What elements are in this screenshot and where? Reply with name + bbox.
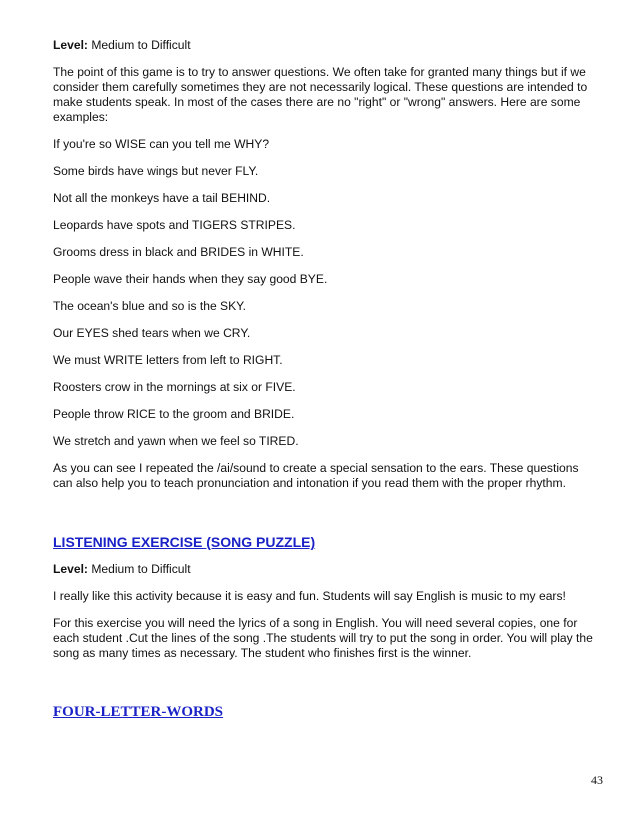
listening-paragraph-2: For this exercise you will need the lyrics of a song in English. You will need several copies, one for each student .Cut the lines of the song .The students will try to put the song in order. You will play the song as many times as necessary. The student who finishes first is the winner. xyxy=(53,616,593,660)
example-line: Leopards have spots and TIGERS STRIPES. xyxy=(53,218,296,232)
level-line xyxy=(53,38,601,53)
example-line: Our EYES shed tears when we CRY. xyxy=(53,326,251,340)
example-line: Not all the monkeys have a tail BEHIND. xyxy=(53,191,271,205)
example-line: People throw RICE to the groom and BRIDE. xyxy=(53,407,295,421)
page-number: 43 xyxy=(591,773,603,787)
intro-paragraph: The point of this game is to try to answer questions. We often take for granted many things but if we consider them carefully sometimes they are not necessarily logical. These questions are intended to make students speak. In most of the cases there are no "right" or "wrong" answers. Here are some examples: xyxy=(53,65,588,124)
document-page xyxy=(53,38,601,720)
level-line-2 xyxy=(53,562,601,577)
example-line: The ocean's blue and so is the SKY. xyxy=(53,299,247,313)
example-line: We stretch and yawn when we feel so TIRED. xyxy=(53,434,299,448)
example-line: Some birds have wings but never FLY. xyxy=(53,164,259,178)
example-line: Roosters crow in the mornings at six or FIVE. xyxy=(53,380,296,394)
example-line: Grooms dress in black and BRIDES in WHITE. xyxy=(53,245,304,259)
level-label-2: Level: xyxy=(53,562,88,576)
level-value-2: Medium to Difficult xyxy=(87,562,191,576)
example-line: We must WRITE letters from left to RIGHT. xyxy=(53,353,283,367)
example-line: People wave their hands when they say good BYE. xyxy=(53,272,328,286)
section-heading-listening-exercise[interactable]: LISTENING EXERCISE (SONG PUZZLE) xyxy=(53,534,316,550)
section-heading-four-letter-words[interactable]: FOUR-LETTER-WORDS xyxy=(53,704,224,720)
level-value: Medium to Difficult xyxy=(87,38,191,52)
closing-paragraph: As you can see I repeated the /ai/sound to create a special sensation to the ears. These questions can also help you to teach pronunciation and intonation if you read them with the proper rhythm. xyxy=(53,461,579,490)
example-line: If you're so WISE can you tell me WHY? xyxy=(53,137,270,151)
listening-paragraph-1: I really like this activity because it is easy and fun. Students will say English is music to my ears! xyxy=(53,589,566,603)
level-label: Level: xyxy=(53,38,88,52)
